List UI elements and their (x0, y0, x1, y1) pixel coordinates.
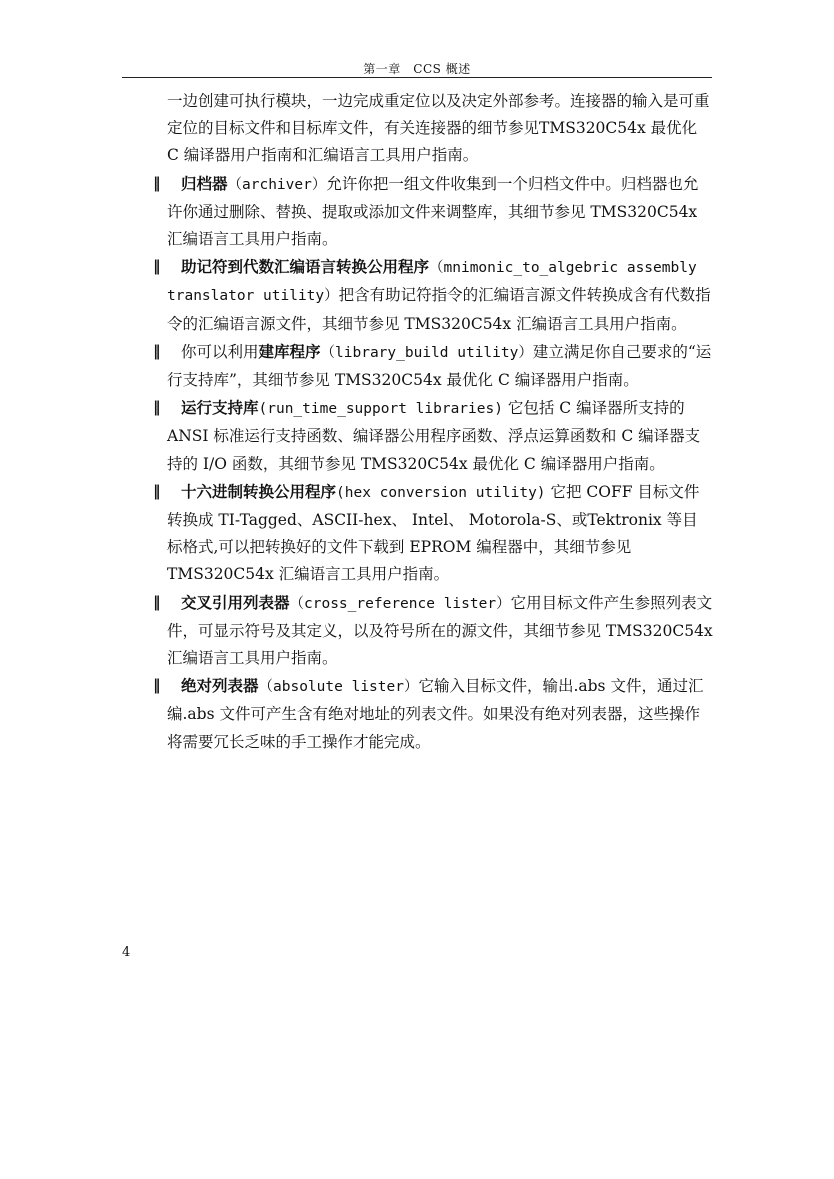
list-item-archiver (153, 170, 713, 254)
bullet-marker: ‖ (153, 257, 161, 276)
header-rule (122, 77, 712, 78)
item-text: 它输入目标文件，输出.abs 文件，通过汇编.abs 文件可产生含有绝对地址的列表文件。如果没有绝对列表器，这些操作将需要冗长乏味的手工操作才能完成。 (167, 677, 704, 751)
bullet-marker: ‖ (153, 481, 161, 500)
bullet-marker: ‖ (153, 398, 161, 417)
item-term: 绝对列表器 (181, 676, 259, 696)
bullet-marker: ‖ (153, 173, 161, 192)
item-prefix: 你可以利用 (181, 342, 259, 361)
list-item-translator (153, 253, 713, 338)
list-item-library-build (153, 338, 713, 394)
item-code: （absolute lister） (258, 679, 419, 696)
item-term: 建库程序 (258, 341, 321, 361)
page-number: 4 (122, 945, 131, 960)
item-text: 允许你把一组文件收集到一个归档文件中。归档器也允许你通过删除、替换、提取或添加文件来调整库，其细节参见 TMS320C54x 汇编语言工具用户指南。 (167, 174, 699, 249)
item-code: (hex conversion utility) (336, 484, 546, 501)
item-text: 它用目标文件产生参照列表文件，可显示符号及其定义，以及符号所在的源文件，其细节参见 TMS320C54x 汇编语言工具用户指南。 (167, 593, 713, 668)
item-text: 它包括 C 编译器所支持的 ANSI 标准运行支持函数、编译器公用程序函数、浮点运算函数和 C 编译器支持的 I/O 函数，其细节参见 TMS320C54x 最优化 C 编译器用户指南。 (167, 399, 701, 473)
list-item-absolute-lister (153, 672, 713, 756)
item-text: 把含有助记符指令的汇编语言源文件转换成含有代数指令的汇编语言源文件，其细节参见 TMS320C54x 汇编语言工具用户指南。 (167, 286, 711, 333)
item-text: 它把 COFF 目标文件转换成 TI-Tagged、ASCII-hex、 Intel、 Motorola-S、或Tektronix 等目标格式,可以把转换好的文件下载到 EPROM 编程器中，其细节参见 TMS320C54x 汇编语言工具用户指南。 (167, 482, 700, 584)
intro-paragraph: 一边创建可执行模块，一边完成重定位以及决定外部参考。连接器的输入是可重定位的目标文件和目标库文件，有关连接器的细节参见TMS320C54x 最优化 C 编译器用户指南和汇编语言工具用户指南。 (167, 92, 710, 165)
item-code: （archiver） (227, 176, 327, 193)
item-term: 十六进制转换公用程序 (181, 481, 337, 501)
item-code: （library_build utility） (320, 344, 533, 361)
page-body (153, 88, 713, 756)
list-item-hex-conversion (153, 478, 713, 589)
bullet-marker: ‖ (153, 341, 161, 360)
item-code: (run_time_support libraries) (258, 401, 503, 418)
bullet-marker: ‖ (153, 676, 161, 695)
item-text: 建立满足你自己要求的“运行支持库”，其细节参见 TMS320C54x 最优化 C 编译器用户指南。 (167, 342, 712, 390)
item-term: 运行支持库 (181, 398, 259, 418)
item-term: 归档器 (181, 173, 228, 193)
bullet-marker: ‖ (153, 592, 161, 611)
item-term: 助记符到代数汇编语言转换公用程序 (181, 257, 430, 277)
item-term: 交叉引用列表器 (181, 592, 290, 612)
item-code: （mnimonic_to_algebric assembly translator utility） (167, 260, 697, 305)
list-item-runtime-support (153, 394, 713, 478)
page-header: 第一章 CCS 概述 (363, 62, 471, 76)
item-code: （cross_reference lister） (289, 595, 511, 612)
list-item-cross-reference (153, 589, 713, 673)
